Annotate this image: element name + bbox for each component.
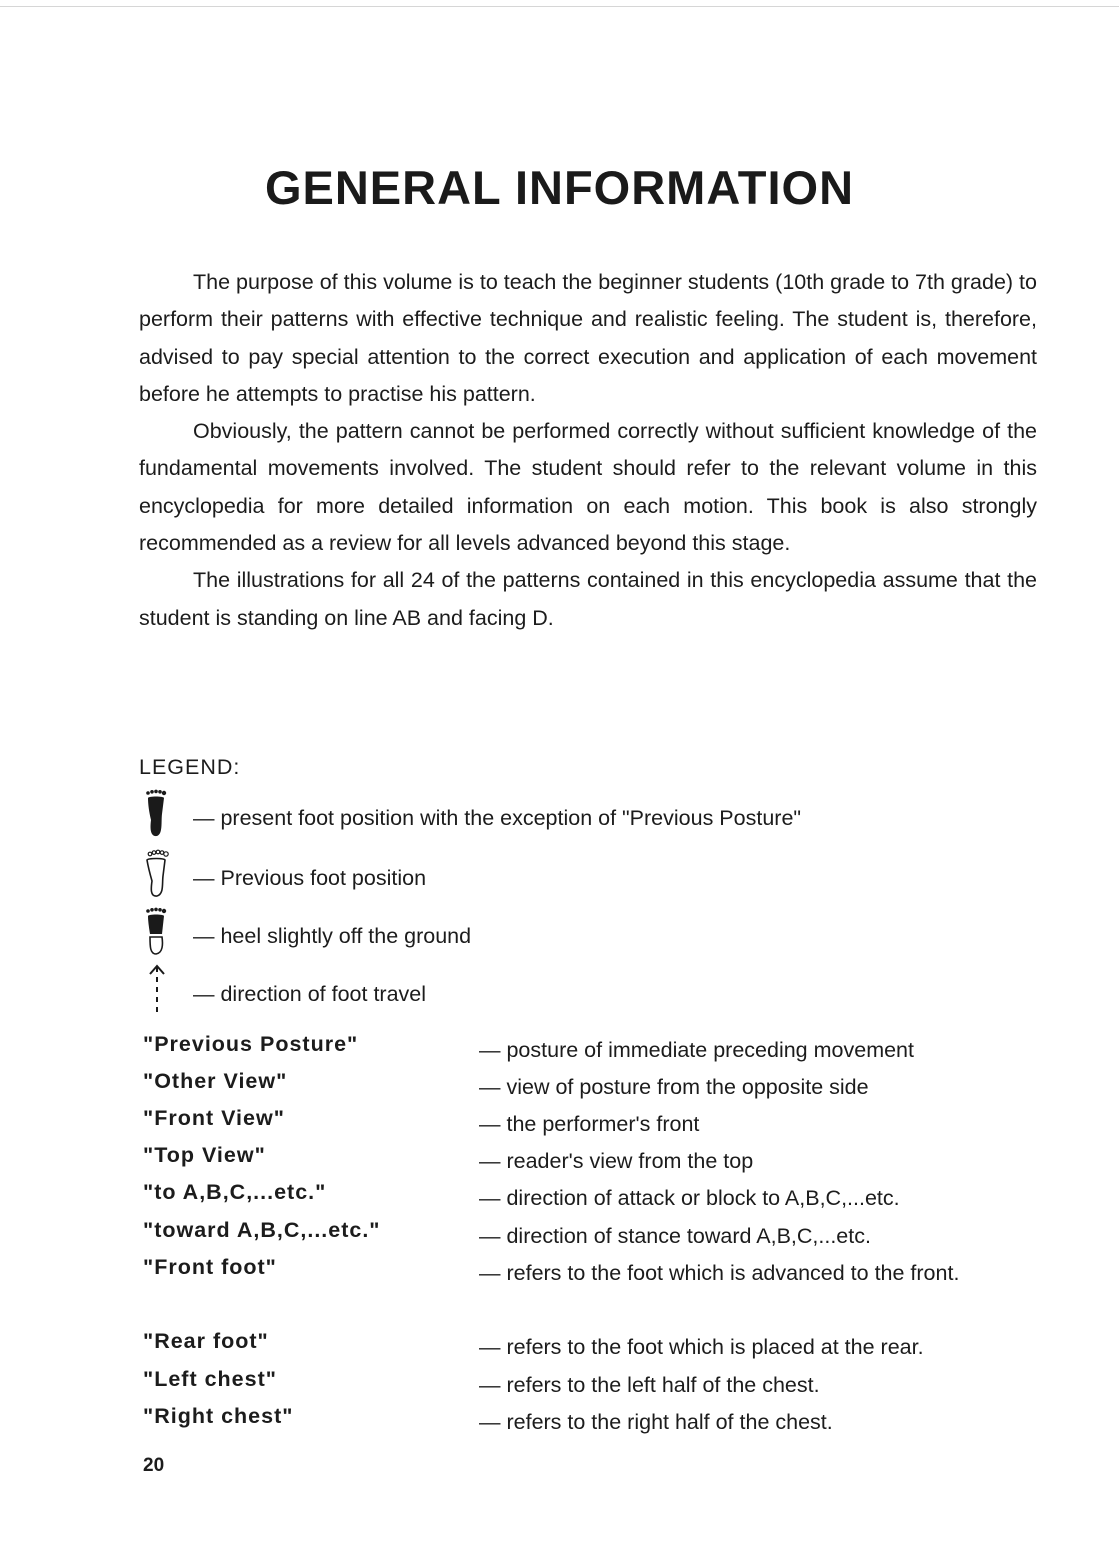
term-definition: — posture of immediate preceding movement — [479, 1038, 914, 1062]
term-label: "Front View" — [143, 1106, 285, 1130]
term-definition: — refers to the foot which is advanced to the front. — [479, 1261, 960, 1285]
heel-raised-footprint-icon — [139, 906, 183, 956]
legend-text: — heel slightly off the ground — [193, 924, 472, 948]
term-label: "Rear foot" — [143, 1329, 269, 1353]
term-definition: — refers to the left half of the chest. — [479, 1373, 820, 1397]
term-label: "to A,B,C,...etc." — [143, 1180, 327, 1204]
term-label: "Previous Posture" — [143, 1032, 359, 1056]
term-definition: — refers to the right half of the chest. — [479, 1410, 833, 1434]
term-definition: — direction of attack or block to A,B,C,...etc. — [479, 1186, 900, 1210]
term-definition: — reader's view from the top — [479, 1149, 754, 1173]
legend-heading: LEGEND: — [139, 755, 241, 779]
term-label: "Front foot" — [143, 1255, 277, 1279]
legend-text: — direction of foot travel — [193, 982, 427, 1006]
term-definition: — direction of stance toward A,B,C,...etc. — [479, 1224, 871, 1248]
term-definition: — view of posture from the opposite side — [479, 1075, 869, 1099]
intro-text — [139, 264, 1037, 637]
term-label: "Right chest" — [143, 1404, 294, 1428]
page-title: GENERAL INFORMATION — [264, 161, 855, 214]
legend-text: — Previous foot position — [193, 866, 427, 890]
legend-item — [139, 848, 1039, 898]
term-definition: — the performer's front — [479, 1112, 700, 1136]
outline-footprint-icon — [139, 848, 183, 898]
intro-paragraph: The illustrations for all 24 of the patterns contained in this encyclopedia assume that the student is standing on line AB and facing D. — [139, 568, 1037, 630]
legend-item — [139, 906, 1039, 956]
intro-paragraph: Obviously, the pattern cannot be performed correctly without sufficient knowledge of the fundamental movements involved. The student should refer to the relevant volume in this encyclopedia for more detailed information on each motion. This book is also strongly recommended as a review for all levels advanced beyond this stage. — [139, 419, 1037, 556]
legend-item — [139, 788, 1039, 838]
term-label: "Left chest" — [143, 1367, 277, 1391]
legend-item — [139, 964, 1039, 1014]
legend-text: — present foot position with the exception of "Previous Posture" — [193, 806, 802, 830]
term-label: "Top View" — [143, 1143, 266, 1167]
intro-paragraph: The purpose of this volume is to teach the beginner students (10th grade to 7th grade) to perform their patterns with effective technique and realistic feeling. The student is, therefore, advised to pay special attention to the correct execution and application of each movement before he attempts to practise his pattern. — [139, 270, 1037, 406]
solid-footprint-icon — [139, 788, 183, 838]
scan-top-edge — [0, 6, 1119, 7]
page-number: 20 — [143, 1455, 165, 1476]
term-label: "toward A,B,C,...etc." — [143, 1218, 381, 1242]
term-definition: — refers to the foot which is placed at the rear. — [479, 1335, 924, 1359]
dashed-arrow-up-icon — [139, 964, 183, 1014]
term-label: "Other View" — [143, 1069, 288, 1093]
